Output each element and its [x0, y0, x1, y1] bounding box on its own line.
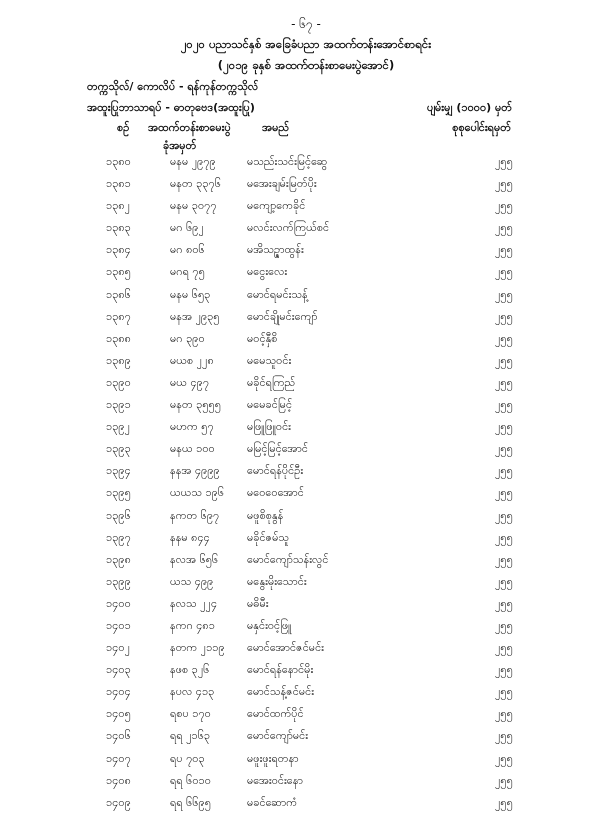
score-cell: ၂၅၅: [495, 596, 513, 610]
table-row: [0, 593, 612, 615]
name-cell: မောင်ထက်ပိုင်: [247, 707, 304, 721]
exam-number-cell: ရစပ ၁၇၀: [170, 707, 211, 721]
column-header-exam-no-line2: ခုံအမှတ်: [163, 139, 197, 152]
serial-cell: ၁၄၀၉: [106, 795, 131, 809]
serial-cell: ၁၄၀၀: [106, 596, 131, 610]
table-row: [0, 615, 612, 637]
table-row: [0, 438, 612, 460]
table-row: [0, 350, 612, 372]
serial-cell: ၁၃၈၆: [106, 287, 131, 301]
exam-number-cell: မနတ ၃၅၅၅: [170, 398, 221, 412]
exam-number-cell: မဂ ၃၉၀: [170, 331, 205, 345]
score-cell: ၂၅၅: [495, 398, 513, 412]
serial-cell: ၁၄၀၇: [106, 751, 131, 765]
exam-number-cell: မဂရ ၇၅: [170, 265, 205, 279]
exam-number-cell: နဖစ ၃၂၆: [170, 663, 210, 677]
score-cell: ၂၅၅: [495, 486, 513, 500]
serial-cell: ၁၄၀၆: [106, 729, 131, 743]
name-cell: မဓိမီး: [247, 596, 269, 610]
name-cell: မမေသူဝင်း: [247, 353, 292, 367]
exam-number-cell: နနမ ၈၄၄: [170, 530, 210, 544]
serial-cell: ၁၃၉၃: [106, 442, 131, 456]
name-cell: မသည်းသင်းမြင့်ဆွေ: [247, 155, 328, 168]
results-table: [0, 151, 612, 814]
table-row: [0, 527, 612, 549]
serial-cell: ၁၄၀၁: [106, 618, 131, 632]
name-cell: မလင်းလက်ကြယ်စင်: [247, 221, 330, 235]
exam-number-cell: မနတ ၃၃၇၆: [170, 177, 221, 191]
table-row: [0, 725, 612, 747]
exam-number-cell: ယသ ၄၉၉: [170, 574, 214, 588]
score-cell: ၂၅၅: [495, 155, 513, 168]
serial-cell: ၁၃၈၀: [106, 155, 131, 168]
exam-number-cell: နပလ ၄၁၃: [170, 685, 215, 699]
name-cell: မမြင့်မြင့်အောင်: [247, 442, 309, 456]
name-cell: မအိသဉ္ဇာထွန်း: [247, 243, 304, 257]
table-row: [0, 217, 612, 239]
score-cell: ၂၅၅: [495, 265, 513, 279]
table-row: [0, 549, 612, 571]
exam-number-cell: နနအ ၄၉၉၉: [170, 464, 220, 478]
table-row: [0, 770, 612, 792]
score-cell: ၂၅၅: [495, 199, 513, 213]
serial-cell: ၁၃၈၄: [106, 243, 131, 257]
serial-cell: ၁၃၈၈: [106, 331, 131, 345]
name-cell: မခင်ဆောကံ: [247, 795, 298, 809]
document-title: ၂၀၂၀ ပညာသင်နှစ် အခြေခံပညာ အထက်တန်းအောင်စာရင်း: [180, 37, 432, 51]
exam-number-cell: နကဂ ၄၈၁: [170, 618, 215, 632]
exam-number-cell: မနမ ၆၅၃: [170, 287, 211, 301]
name-cell: မအေးချမ်းမြတ်ပိုး: [247, 177, 317, 191]
exam-number-cell: မဟက ၅၇: [170, 420, 214, 434]
name-cell: မကျော့ကေခိုင်: [247, 199, 306, 213]
name-cell: မောင်အောင်ဇင်မင်း: [247, 641, 324, 655]
exam-number-cell: နလအ ၆၅၆: [170, 552, 219, 566]
table-row: [0, 173, 612, 195]
score-cell: ၂၅၅: [495, 751, 513, 765]
exam-number-cell: မနအ ၂၉၃၅: [170, 309, 220, 323]
table-row: [0, 505, 612, 527]
score-cell: ၂၅၅: [495, 442, 513, 456]
serial-cell: ၁၃၉၆: [106, 508, 131, 522]
table-row: [0, 416, 612, 438]
exam-number-cell: နလသ ၂၂၄: [170, 596, 218, 610]
page-number: - ၆၇ -: [291, 17, 321, 31]
table-row: [0, 284, 612, 306]
table-row: [0, 637, 612, 659]
table-row: [0, 195, 612, 217]
name-cell: မခိုင်ရကြည်: [247, 375, 296, 389]
score-cell: ၂၅၅: [495, 641, 513, 655]
name-cell: မောင်ရန်ပိုင်ဦး: [247, 464, 304, 478]
document-subtitle: (၂၀၁၉ ခုနှစ် အထက်တန်းစာမေးပွဲအောင်): [217, 58, 395, 72]
score-cell: ၂၅၅: [495, 685, 513, 699]
score-cell: ၂၅၅: [495, 353, 513, 367]
name-cell: မမေခင်မြင့်: [247, 398, 293, 412]
serial-cell: ၁၄၀၂: [106, 641, 130, 655]
name-cell: မောင်ချိုမင်းကျော်: [247, 309, 318, 323]
serial-cell: ၁၄၀၃: [106, 663, 131, 677]
serial-cell: ၁၃၉၇: [106, 530, 131, 544]
serial-cell: ၁၃၈၅: [106, 265, 131, 279]
subject-line: အထူးပြုဘာသာရပ် - ဓာတုဗေဒ(အထူးပြု): [87, 101, 255, 114]
score-cell: ၂၅၅: [495, 287, 513, 301]
name-cell: မဖူးဖူးရတနာ: [247, 751, 299, 765]
score-cell: ၂၅၅: [495, 177, 513, 191]
table-row: [0, 792, 612, 814]
serial-cell: ၁၄၀၅: [106, 707, 131, 721]
table-row: [0, 328, 612, 350]
table-row: [0, 482, 612, 504]
exam-number-cell: ရရ ၆၀၁၀: [170, 773, 211, 787]
exam-number-cell: မဂ ၆၉၂: [170, 221, 204, 235]
name-cell: မခိုင်ဇမ်သူ: [247, 530, 290, 544]
exam-number-cell: နတက ၂၁၁၉: [170, 641, 225, 655]
exam-number-cell: ယယသ ၁၉၆: [170, 486, 225, 500]
exam-number-cell: မနမ ၃၀၇၇: [170, 199, 217, 213]
serial-cell: ၁၃၉၁: [106, 398, 131, 412]
table-row: [0, 748, 612, 770]
name-cell: မနှင်းဝင့်ဖြူ: [247, 618, 292, 632]
column-header-name: အမည်: [262, 121, 290, 134]
score-cell: ၂၅၅: [495, 707, 513, 721]
exam-number-cell: မယ ၄၉၇: [170, 375, 210, 389]
serial-cell: ၁၃၈၇: [106, 309, 131, 323]
table-row: [0, 460, 612, 482]
name-cell: မောင်သန့်ဇင်မင်း: [247, 685, 315, 699]
score-cell: ၂၅၅: [495, 773, 513, 787]
serial-cell: ၁၃၉၈: [106, 552, 131, 566]
score-cell: ၂၅၅: [495, 221, 513, 235]
name-cell: မောင်ကျော်မင်း: [247, 729, 309, 743]
serial-cell: ၁၃၉၉: [106, 574, 131, 588]
score-cell: ၂၅၅: [495, 574, 513, 588]
column-header-serial: စဉ်: [117, 121, 130, 134]
name-cell: မောင်ရန်နောင်မိုး: [247, 663, 314, 677]
table-row: [0, 659, 612, 681]
table-row: [0, 239, 612, 261]
score-cell: ၂၅၅: [495, 530, 513, 544]
name-cell: မဝေဝေအောင်: [247, 486, 304, 500]
score-cell: ၂၅၅: [495, 464, 513, 478]
name-cell: မနွေးမိုးသောင်း: [247, 574, 307, 588]
exam-number-cell: ရရ ၂၁၆၃: [170, 729, 211, 743]
score-cell: ၂၅၅: [495, 420, 513, 434]
exam-number-cell: မနယ ၁၀၀: [170, 442, 215, 456]
table-row: [0, 703, 612, 725]
exam-number-cell: ရပ ၇၀၃: [170, 751, 205, 765]
name-cell: မဖူစိစုနွန်: [247, 508, 284, 522]
score-header-top: ပျမ်းမျှ (၁၀၀၀) မှတ်: [426, 101, 512, 114]
name-cell: မငွေးလေး: [247, 265, 288, 279]
exam-number-cell: မယစ ၂၂၈: [170, 353, 214, 367]
score-cell: ၂၅၅: [495, 552, 513, 566]
score-cell: ၂၅၅: [495, 375, 513, 389]
name-cell: မဝင့်နှီစိ: [247, 331, 278, 345]
column-header-score: စုစုပေါင်းရမှတ်: [452, 121, 511, 134]
serial-cell: ၁၃၈၃: [106, 221, 131, 235]
score-cell: ၂၅၅: [495, 243, 513, 257]
serial-cell: ၁၃၈၂: [106, 199, 131, 213]
table-row: [0, 306, 612, 328]
serial-cell: ၁၃၉၂: [106, 420, 130, 434]
score-cell: ၂၅၅: [495, 729, 513, 743]
score-cell: ၂၅၅: [495, 663, 513, 677]
score-cell: ၂၅၅: [495, 309, 513, 323]
exam-number-cell: မဂ ၈၀၆: [170, 243, 205, 257]
table-row: [0, 681, 612, 703]
name-cell: မောင်ရမင်းသန့်: [247, 287, 308, 301]
exam-number-cell: မနမ ၂၉၇၉: [170, 155, 216, 168]
table-row: [0, 394, 612, 416]
serial-cell: ၁၃၈၁: [106, 177, 131, 191]
table-row: [0, 571, 612, 593]
serial-cell: ၁၃၉၄: [106, 464, 131, 478]
serial-cell: ၁၃၉၀: [106, 375, 131, 389]
score-cell: ၂၅၅: [495, 795, 513, 809]
score-cell: ၂၅၅: [495, 331, 513, 345]
score-cell: ၂၅၅: [495, 618, 513, 632]
table-row: [0, 151, 612, 173]
university-line: တက္ကသိုလ်/ ကောလိပ် - ရန်ကုန်တက္ကသိုလ်: [87, 80, 259, 93]
serial-cell: ၁၄၀၈: [106, 773, 131, 787]
name-cell: မောင်ကျော်သန်းလွင်: [247, 552, 329, 566]
table-row: [0, 261, 612, 283]
name-cell: မအေးဝင်းနော: [247, 773, 303, 787]
exam-number-cell: နကတ ၆၉၇: [170, 508, 220, 522]
table-row: [0, 372, 612, 394]
serial-cell: ၁၃၉၅: [106, 486, 131, 500]
name-cell: မဖြူဖြူဝင်း: [247, 420, 291, 434]
serial-cell: ၁၄၀၄: [106, 685, 131, 699]
score-cell: ၂၅၅: [495, 508, 513, 522]
serial-cell: ၁၃၈၉: [106, 353, 131, 367]
column-header-exam-no: အထက်တန်းစာမေးပွဲ: [148, 121, 231, 134]
exam-number-cell: ရရ ၆၆၉၅: [170, 795, 211, 809]
